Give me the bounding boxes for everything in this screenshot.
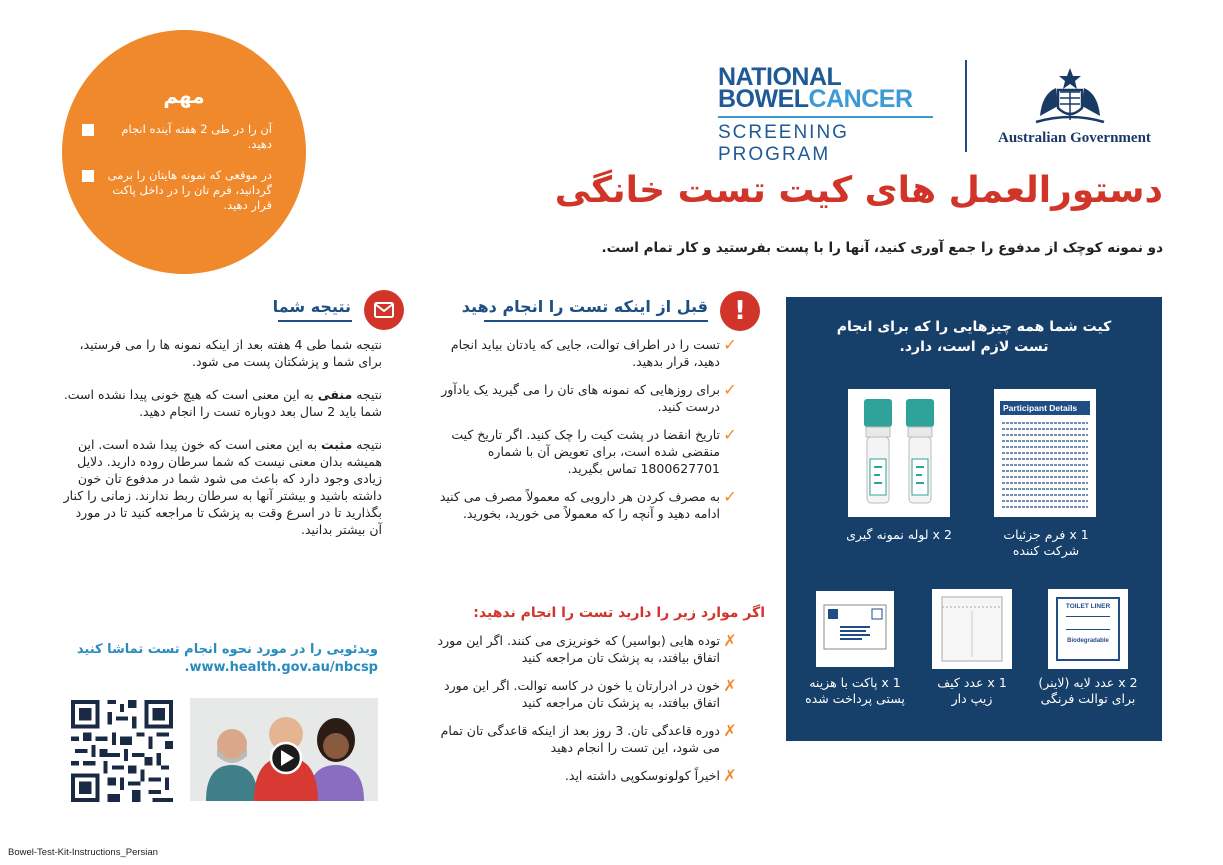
- checkbox-icon: [82, 170, 94, 182]
- important-title: مهم: [163, 84, 205, 108]
- important-item-2: در موقعی که نمونه هایتان را برمی گردانید، فرم تان را در داخل پاکت قرار دهید.: [82, 168, 272, 213]
- video-link[interactable]: .www.health.gov.au/nbcsp: [184, 660, 378, 675]
- liner-label-2: Biodegradable: [1067, 638, 1109, 644]
- form-caption: 1 x فرم جزئیات شرکت کننده: [1003, 527, 1089, 558]
- tubes-image: [848, 389, 950, 517]
- envelope-image: [816, 591, 894, 667]
- result-heading: نتیجه شما: [272, 297, 351, 316]
- mail-icon: [364, 290, 404, 330]
- logo-line-3: SCREENING PROGRAM: [718, 122, 849, 165]
- before-list: [436, 336, 740, 533]
- checkbox-icon: [82, 124, 94, 136]
- zip-bag-icon: [932, 589, 1012, 669]
- video-thumbnail[interactable]: [190, 698, 378, 801]
- liner-caption: 2 x عدد لایه (لاینر) برای توالت فرنگی: [1038, 675, 1138, 706]
- form-lines-icon: [1000, 419, 1090, 511]
- result-paragraph-2: نتیجه منفی به این معنی است که هیچ خونی پیدا نشده است. شما باید 2 سال بعد دوباره تست را انجام دهید.: [63, 387, 382, 419]
- logo-line-2: BOWELCANCER: [718, 85, 913, 113]
- logo-divider: [965, 60, 967, 152]
- cross-icon: ✗: [723, 631, 737, 650]
- liner-image: [1048, 589, 1128, 669]
- liner-card: [1056, 597, 1120, 661]
- kit-heading: کیت شما همه چیزهایی را که برای انجام تست لازم است، دارد.: [836, 319, 1112, 355]
- before-heading: قبل از اینکه تست را انجام دهید: [461, 297, 708, 316]
- government-label: Australian Government: [998, 130, 1151, 146]
- bag-caption: 1 x عدد کیف زیپ دار: [937, 675, 1007, 706]
- list-item: ✗ دوره قاعدگی تان. 3 روز بعد از اینکه قاعدگی تان تمام می شود، این تست را انجام دهید: [420, 722, 740, 756]
- nbcsp-logo: [718, 63, 943, 166]
- list-item: ✓ تاریخ انقضا در پشت کیت را چک کنید. اگر تاریخ کیت منقضی شده است، برای تعویض آن با شماره 1800627701 تماس بگیرید.: [436, 426, 740, 477]
- form-image: [994, 389, 1096, 517]
- logo-rule: [718, 116, 933, 118]
- footer-code: Bowel-Test-Kit-Instructions_Persian: [8, 847, 158, 858]
- dont-list: [420, 632, 740, 795]
- form-header: Participant Details: [1000, 401, 1090, 415]
- dont-heading: اگر موارد زیر را دارید تست را انجام ندهید:: [473, 605, 765, 621]
- cross-icon: ✗: [723, 766, 737, 785]
- qr-code-icon[interactable]: [71, 700, 173, 802]
- list-item: ✗ اخیراً کولونوسکوپی داشته اید.: [420, 767, 740, 784]
- list-item: ✓ به مصرف کردن هر دارویی که معمولاً مصرف می کنید ادامه دهید و آنچه را که معمولاً می خورید، بخورید.: [436, 488, 740, 522]
- check-icon: ✓: [723, 380, 737, 399]
- list-item: ✗ توده هایی (بواسیر) که خونریزی می کنند. اگر این مورد اتفاق بیافتد، به پزشک تان مراجعه کنید: [420, 632, 740, 666]
- logo-line-1: NATIONAL: [718, 63, 842, 91]
- warning-icon: !: [720, 291, 760, 331]
- bag-image: [932, 589, 1012, 669]
- check-icon: ✓: [723, 425, 737, 444]
- check-icon: ✓: [723, 335, 737, 354]
- list-item: ✗ خون در ادرارتان یا خون در کاسه توالت. اگر این مورد اتفاق بیافتد، به پزشک تان مراجعه کنید: [420, 677, 740, 711]
- result-paragraph-3: نتیجه مثبت به این معنی است که خون پیدا شده است. این همیشه بدان معنی نیست که شما سرطان روده دارید. دلایل زیادی وجود دارد که باعث می شود شما در مدفوع تان خون داشته باشید و بیشتر آنها به سرطان ربط ندارند. زمانی را کنار بگذارید تا در اسرع وقت به پزشک تا مراجعه کنید تا در مورد آن بیشتر بدانید.: [63, 437, 382, 537]
- result-paragraph-1: نتیجه شما طی 4 هفته بعد از اینکه نمونه ها را می فرستید، برای شما و پزشکتان پست می شود.: [79, 337, 382, 369]
- sample-tube-icon: [848, 389, 950, 517]
- important-circle: [62, 30, 306, 274]
- list-item: ✓ تست را در اطراف توالت، جایی که یادتان بیاید انجام دهید، قرار بدهید.: [436, 336, 740, 370]
- kit-panel: [786, 297, 1162, 741]
- before-heading-underline: [484, 320, 708, 322]
- video-prompt: ویدئویی را در مورد نحوه انجام تست تماشا کنید: [76, 642, 378, 657]
- cross-icon: ✗: [723, 676, 737, 695]
- envelope-caption: 1 x پاکت با هزینه پستی پرداخت شده: [805, 675, 905, 706]
- result-heading-underline: [278, 320, 352, 322]
- page-subtitle: دو نمونه کوچک از مدفوع را جمع آوری کنید، آنها را با پست بفرستید و کار تمام است.: [601, 240, 1163, 256]
- liner-label: TOILET LINER: [1065, 603, 1111, 610]
- coat-of-arms-icon: [1030, 66, 1110, 126]
- check-icon: ✓: [723, 487, 737, 506]
- video-people-illustration: [190, 698, 378, 801]
- liner-text-lines: [1066, 616, 1110, 630]
- tubes-caption: 2 x لوله نمونه گیری: [846, 527, 952, 542]
- cross-icon: ✗: [723, 721, 737, 740]
- important-item-1: آن را در طی 2 هفته آینده انجام دهید.: [82, 122, 272, 152]
- page-title: دستورالعمل های کیت تست خانگی: [554, 170, 1163, 211]
- list-item: ✓ برای روزهایی که نمونه های تان را می گیرید یک یادآور درست کنید.: [436, 381, 740, 415]
- envelope-icon: [816, 591, 894, 667]
